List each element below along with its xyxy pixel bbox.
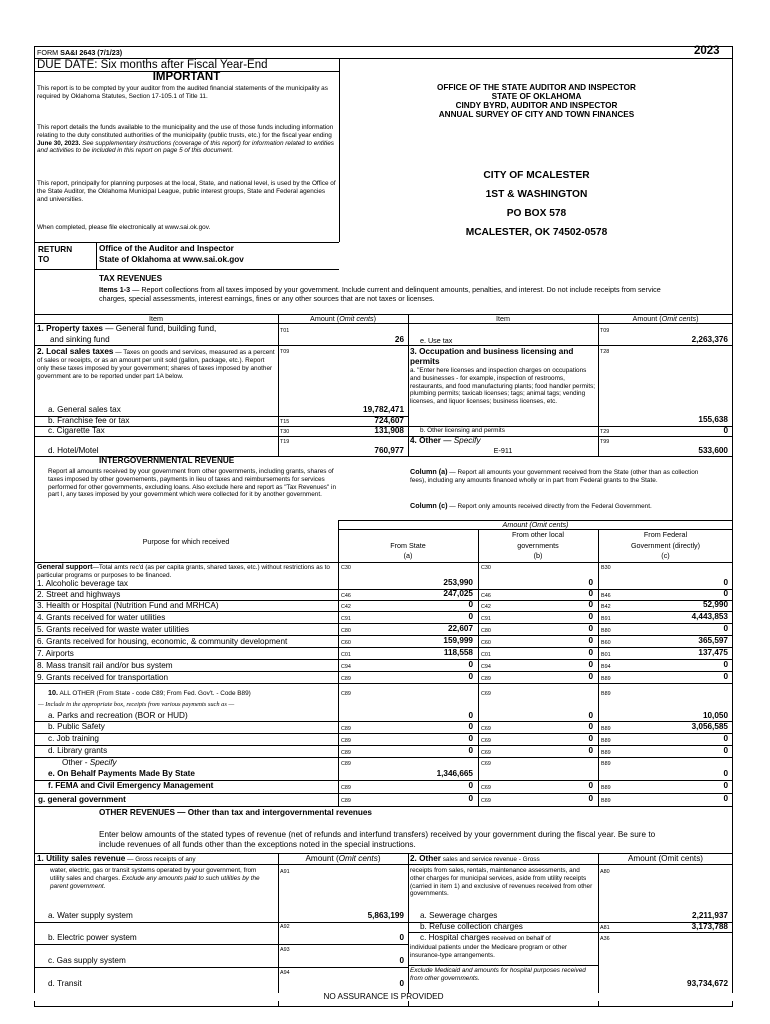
return-website: State of Oklahoma at www.sai.ok.gov	[99, 255, 244, 264]
safety-c: 3,056,585	[691, 722, 728, 731]
hospital-value: 93,734,672	[687, 979, 728, 988]
code-t15: T15	[280, 419, 290, 425]
code-t19: T19	[280, 439, 290, 445]
return-office: Office of the Auditor and Inspector	[99, 244, 234, 253]
other-sales-description: receipts from sales, rentals, maintenance assessments, and other charges for municipal services, aside from utility receipts (carried in item 1) and exclusive of revenues received from other governments.	[410, 867, 593, 898]
refuse-value: 3,173,788	[691, 922, 728, 931]
intergov-row-label: 8. Mass transit rail and/or bus system	[37, 661, 173, 670]
code-label: B89	[601, 785, 611, 791]
gas-supply-value: 0	[399, 956, 404, 965]
library-label: d. Library grants	[48, 746, 108, 755]
intergov-row-value-b: 0	[588, 648, 593, 657]
parks-a: 0	[468, 711, 473, 720]
code-label: B89	[601, 691, 611, 697]
cigarette-tax-label: c. Cigarette Tax	[48, 426, 105, 435]
intergov-row-value-c: 0	[723, 589, 728, 598]
code-label: B89	[601, 726, 611, 732]
intro-paragraph-4: When completed, please file electronically at www.sai.ok.gov.	[37, 224, 211, 231]
code-label: B89	[601, 738, 611, 744]
parks-label: a. Parks and recreation (BOR or HUD)	[48, 711, 188, 720]
code-label: B80	[601, 628, 611, 634]
from-federal-heading-2: Government (directly)	[630, 541, 701, 550]
job-label: c. Job training	[48, 734, 99, 743]
row-divider	[34, 683, 733, 684]
intergov-row-value-a: 253,990	[443, 578, 473, 587]
other-licensing-label: b. Other licensing and permits	[420, 427, 505, 434]
electric-power-value: 0	[399, 933, 404, 942]
code-label: C94	[341, 664, 351, 670]
city-name: CITY OF MCALESTER	[483, 170, 590, 181]
gas-supply-label: c. Gas supply system	[48, 956, 126, 965]
tax-col-amount-2: Amount (Omit cents)	[632, 314, 699, 323]
transit-value: 0	[399, 979, 404, 988]
tax-col-item-2: Item	[496, 314, 510, 323]
code-label: C80	[481, 628, 491, 634]
tax-revenues-heading: TAX REVENUES	[99, 274, 163, 283]
code-label: C89	[341, 691, 351, 697]
from-local-heading: From other local	[512, 530, 564, 539]
electric-power-label: b. Electric power system	[48, 933, 137, 942]
safety-b: 0	[588, 722, 593, 731]
code-label: C69	[481, 750, 491, 756]
code-label: B89	[601, 761, 611, 767]
behalf-payments-a: 1,346,665	[436, 769, 473, 778]
intergov-row-value-a: 118,558	[443, 648, 473, 657]
code-label: C42	[341, 604, 351, 610]
from-state-heading: From State	[390, 541, 426, 550]
purpose-column-heading: Purpose for which received	[142, 537, 230, 546]
intergov-row-value-c: 4,443,853	[691, 612, 728, 621]
border-top	[34, 46, 733, 47]
occupation-licensing-value: 155,638	[698, 415, 728, 424]
water-supply-label: a. Water supply system	[48, 911, 133, 920]
use-tax-value: 2,263,376	[691, 335, 728, 344]
fema-a: 0	[468, 781, 473, 790]
other-sales-amount-heading: Amount (Omit cents)	[627, 854, 704, 863]
code-label: B91	[601, 616, 611, 622]
library-c: 0	[723, 746, 728, 755]
code-label: C69	[481, 726, 491, 732]
code-a36: A36	[600, 936, 610, 942]
behalf-payments-c: 0	[723, 769, 728, 778]
amount-omit-cents-heading: Amount (Omit cents)	[502, 520, 569, 529]
code-label: B30	[601, 565, 611, 571]
code-t09: T09	[280, 349, 290, 355]
tax-instructions: Items 1-3 — Report collections from all taxes imposed by your government. Include current and delinquent amounts, penalties, and interest. Do not include receipts from service charges, special assessments, interest earnings, fines or any other sources that are not taxes or licenses.	[99, 285, 661, 303]
code-label: C30	[481, 565, 491, 571]
franchise-fee-value: 724,607	[374, 416, 404, 425]
intergov-row-value-b: 0	[588, 600, 593, 609]
intergov-row-value-b: 0	[588, 672, 593, 681]
col-b-label: (b)	[533, 551, 543, 560]
hotel-motel-value: 760,977	[374, 446, 404, 455]
code-label: C89	[341, 738, 351, 744]
general-sales-tax-label: a. General sales tax	[48, 405, 121, 414]
intro-paragraph-1: This report is to be compted by your auditor from the audited financial statements of the municipality as required by Oklahoma Statutes, Section 17-105.1 of Title 11.	[37, 85, 328, 100]
code-t99: T99	[600, 439, 610, 445]
property-taxes: 1. Property taxes — General fund, building fund,	[37, 324, 217, 333]
utility-description: water, electric, gas or transit systems operated by your government, from utility sales and charges. Exclude any amounts paid to such utilities by the parent government.	[50, 867, 260, 890]
intergov-row-label: 3. Health or Hospital (Nutrition Fund and MRHCA)	[37, 601, 219, 610]
parks-c: 10,050	[702, 711, 728, 720]
utility-amount-heading: Amount (Omit cents)	[305, 854, 381, 863]
office-line-1: OFFICE OF THE STATE AUDITOR AND INSPECTOR	[437, 83, 636, 92]
code-label: C60	[481, 640, 491, 646]
code-label: C69	[481, 761, 491, 767]
intergov-row-value-b: 0	[588, 589, 593, 598]
code-a92: A92	[280, 924, 290, 930]
transit-label: d. Transit	[48, 979, 82, 988]
office-line-2: STATE OF OKLAHOMA	[491, 92, 582, 101]
row-divider	[34, 623, 733, 624]
column-a-instructions: Column (a) — Report all amounts your government received from the State (other than as collection fees), including any amounts financed wholly or in part from Federal grants to the State.	[410, 467, 699, 484]
return-label: RETURN	[38, 245, 73, 254]
intergov-row-value-a: 0	[468, 672, 473, 681]
other-taxes-specified: E-911	[493, 446, 513, 455]
due-date: DUE DATE: Six months after Fiscal Year-End	[37, 59, 268, 71]
code-label: B94	[601, 664, 611, 670]
column-c-instructions: Column (c) — Report only amounts received directly from the Federal Government.	[410, 501, 652, 510]
r10-number: 10. ALL OTHER (From State - code C89; From Fed. Gov't. - Code B89)	[48, 688, 251, 697]
code-a91: A91	[280, 869, 290, 875]
code-a94: A94	[280, 970, 290, 976]
code-t30: T30	[280, 429, 290, 435]
code-label: C89	[341, 676, 351, 682]
intergov-row-value-c: 365,597	[698, 636, 728, 645]
property-taxes-line2: and sinking fund	[50, 335, 110, 344]
to-label: TO	[38, 255, 50, 264]
form-number: FORM SA&I 2643 (7/1/23)	[37, 48, 123, 57]
code-label: C69	[481, 785, 491, 791]
code-label: C69	[481, 798, 491, 804]
city-box: PO BOX 578	[506, 208, 567, 219]
intergov-row-label: 5. Grants received for waste water utilities	[37, 625, 189, 634]
intergov-row-value-a: 22,607	[447, 624, 473, 633]
other-revenues-instructions: Enter below amounts of the stated types of revenue (net of refunds and interfund transfers) received by your government during the fiscal year. Be sure to include revenues of all funds other than the exceptions noted in the special instructions.	[99, 830, 656, 849]
intro-paragraph-2: This report details the funds available to the municipality and the use of those funds including information relating to the duty constituted authorities of the municipality (public trusts, etc.) for the fiscal year ending June 30, 2023. See supplementary instructions (coverage of this report) for information related to entities and activities to be included in this report on page 5 of this document.	[37, 124, 334, 155]
code-label: C46	[341, 593, 351, 599]
border-bottom	[34, 1006, 733, 1007]
tax-col-item: Item	[149, 314, 163, 323]
other-specify-label: Other - Specify	[62, 758, 117, 767]
intergov-row-value-b: 0	[588, 578, 593, 587]
from-local-heading-2: governments	[517, 541, 559, 550]
code-label: C69	[481, 738, 491, 744]
code-label: C94	[481, 664, 491, 670]
city-street: 1ST & WASHINGTON	[485, 189, 588, 200]
code-label: C89	[341, 785, 351, 791]
office-line-3: CINDY BYRD, AUDITOR AND INSPECTOR	[455, 101, 618, 110]
intergov-row-label: 2. Street and highways	[37, 590, 121, 599]
code-label: B01	[601, 652, 611, 658]
intergov-row-label: 9. Grants received for transportation	[37, 673, 169, 682]
intergov-row-value-a: 247,025	[443, 589, 473, 598]
code-label: C69	[481, 691, 491, 697]
intergov-row-label: 1. Alcoholic beverage tax	[37, 579, 129, 588]
utility-sales-heading: 1. Utility sales revenue — Gross receipts of any	[37, 854, 196, 863]
code-label: C46	[481, 593, 491, 599]
intergov-row-value-b: 0	[588, 624, 593, 633]
use-tax-label: e. Use tax	[420, 336, 453, 345]
intergov-row-label: 7. Airports	[37, 649, 74, 658]
intergov-row-value-c: 137,475	[698, 648, 728, 657]
code-label: B46	[601, 593, 611, 599]
code-use-tax: T09	[600, 328, 610, 334]
safety-label: b. Public Safety	[48, 722, 105, 731]
code-a80: A80	[600, 869, 610, 875]
general-government-a: 0	[468, 794, 473, 803]
row-divider	[34, 635, 733, 636]
important-heading: IMPORTANT	[152, 71, 221, 83]
local-sales-taxes: 2. Local sales taxes — Taxes on goods and services, measured as a percent of sales or receipts, or as an amount per unit sold (gallon, package, etc.). Report only these taxes imposed by your government; shares of taxes imposed by another government are to be reported under part 1A below.	[37, 347, 275, 380]
intergov-row-value-a: 0	[468, 600, 473, 609]
from-federal-heading: From Federal	[643, 530, 688, 539]
general-government-c: 0	[723, 794, 728, 803]
job-b: 0	[588, 734, 593, 743]
hotel-motel-label: d. Hotel/Motel	[48, 446, 99, 455]
code-label: C30	[341, 565, 351, 571]
safety-a: 0	[468, 722, 473, 731]
intergov-row-label: 6. Grants received for housing, economic, & community development	[37, 637, 288, 646]
intergov-row-value-c: 0	[723, 660, 728, 669]
franchise-fee-label: b. Franchise fee or tax	[48, 416, 130, 425]
code-t01: T01	[280, 328, 290, 334]
code-label: C91	[481, 616, 491, 622]
col-a-label: (a)	[403, 551, 413, 560]
general-sales-tax-value: 19,782,471	[363, 405, 404, 414]
row-divider	[34, 671, 733, 672]
code-label: C91	[341, 616, 351, 622]
intergov-row-value-b: 0	[588, 612, 593, 621]
intergovernmental-instructions: Report all amounts received by your government from other governments, including grants, shares of taxes imposed by other governements, payments in lieu of taxes and reimbursements for services performed for other governments, excluding loans. Also exclude here and report as "Tax Revenues" in part I, any taxes imposed by your government which were collected for it by another government.	[48, 468, 337, 499]
code-label: B89	[601, 798, 611, 804]
code-label: B60	[601, 640, 611, 646]
code-label: C60	[341, 640, 351, 646]
hospital-charges-label: c. Hospital charges received on behalf of	[420, 933, 551, 942]
fema-label: f. FEMA and Civil Emergency Management	[48, 781, 214, 790]
form-year: 2023	[694, 45, 720, 57]
intergov-row-value-c: 52,990	[702, 600, 728, 609]
hospital-description: individual patients under the Medicare program or other insurance-type arrangements.	[410, 944, 568, 959]
general-support: General support—Total amts rec'd (as per capita grants, shared taxes, etc.) without restrictions as to particular programs or purposes to be financed.	[37, 562, 330, 579]
footer-note: NO ASSURANCE IS PROVIDED	[34, 993, 733, 1001]
intergov-row-value-b: 0	[588, 660, 593, 669]
row-divider	[34, 647, 733, 648]
water-supply-value: 5,863,199	[367, 911, 404, 920]
library-b: 0	[588, 746, 593, 755]
other-revenues-heading: OTHER REVENUES — Other than tax and intergovernmental revenues	[99, 808, 372, 817]
cigarette-tax-value: 131,908	[374, 426, 404, 435]
refuse-label: b. Refuse collection charges	[420, 922, 523, 931]
intergovernmental-heading: INTERGOVERNMENTAL REVENUE	[99, 456, 235, 465]
code-a81: A81	[600, 925, 610, 931]
border-left	[34, 46, 35, 1006]
office-line-4: ANNUAL SURVEY OF CITY AND TOWN FINANCES	[438, 110, 635, 119]
code-label: C89	[341, 761, 351, 767]
row-divider	[34, 659, 733, 660]
intergov-row-value-a: 0	[468, 660, 473, 669]
code-label: C01	[481, 652, 491, 658]
code-label: C01	[341, 652, 351, 658]
job-c: 0	[723, 734, 728, 743]
intergov-row-value-c: 0	[723, 624, 728, 633]
city-state-zip: MCALESTER, OK 74502-0578	[465, 227, 608, 238]
other-taxes: 4. Other — Specify	[410, 436, 481, 445]
library-a: 0	[468, 746, 473, 755]
property-taxes-value: 26	[394, 335, 404, 344]
other-taxes-value: 533,600	[698, 446, 728, 455]
include-note: — Include in the appropriate box, receipts from various payments such as —	[38, 701, 235, 708]
code-label: C89	[341, 798, 351, 804]
code-label: B89	[601, 676, 611, 682]
fema-c: 0	[723, 781, 728, 790]
sewerage-label: a. Sewerage charges	[420, 911, 498, 920]
intergov-row-value-a: 159,999	[443, 636, 473, 645]
other-licensing-value: 0	[723, 426, 728, 435]
col-c-label: (c)	[661, 551, 670, 560]
code-label: C42	[481, 604, 491, 610]
fema-b: 0	[588, 781, 593, 790]
code-a93: A93	[280, 947, 290, 953]
occupation-licensing: 3. Occupation and business licensing and permits a. "Enter here licenses and inspection charges on occupations and businesses - for example, inspection of restrooms, restaurants, and food manufacturing plants; food handler permits; plumbing permits; taxicab licenses; tags; animal tags; vending licenses, and liquor licenses; business licenses, etc.	[410, 347, 596, 406]
code-label: B89	[601, 750, 611, 756]
behalf-payments-label: e. On Behalf Payments Made By State	[48, 769, 195, 778]
code-t28: T28	[600, 349, 610, 355]
intergov-row-value-b: 0	[588, 636, 593, 645]
code-label: C89	[341, 726, 351, 732]
sewerage-value: 2,211,937	[692, 911, 728, 920]
intro-paragraph-3: This report, principally for planning purposes at the local, State, and national level, is used by the Office of the State Auditor, the Oklahoma Municipal League, public interest groups, State and Federal agencies and universities.	[37, 180, 336, 203]
other-sales-heading: 2. Other sales and service revenue - Gross	[410, 854, 540, 863]
hospital-exclusion: Exclude Medicaid and amounts for hospital purposes received from other governments.	[410, 967, 586, 982]
intergov-row-value-c: 0	[723, 672, 728, 681]
general-government-label: g. general government	[38, 795, 126, 804]
code-label: C89	[481, 676, 491, 682]
parks-b: 0	[588, 711, 593, 720]
tax-col-amount: Amount (Omit cents)	[310, 314, 376, 323]
code-label: C80	[341, 628, 351, 634]
row-divider	[34, 611, 733, 612]
intergov-row-value-c: 0	[723, 578, 728, 587]
intergov-row-label: 4. Grants received for water utilities	[37, 613, 166, 622]
general-government-b: 0	[588, 794, 593, 803]
intergov-row-value-a: 0	[468, 612, 473, 621]
code-label: C89	[341, 750, 351, 756]
code-label: B42	[601, 604, 611, 610]
job-a: 0	[468, 734, 473, 743]
code-t29: T29	[600, 429, 610, 435]
